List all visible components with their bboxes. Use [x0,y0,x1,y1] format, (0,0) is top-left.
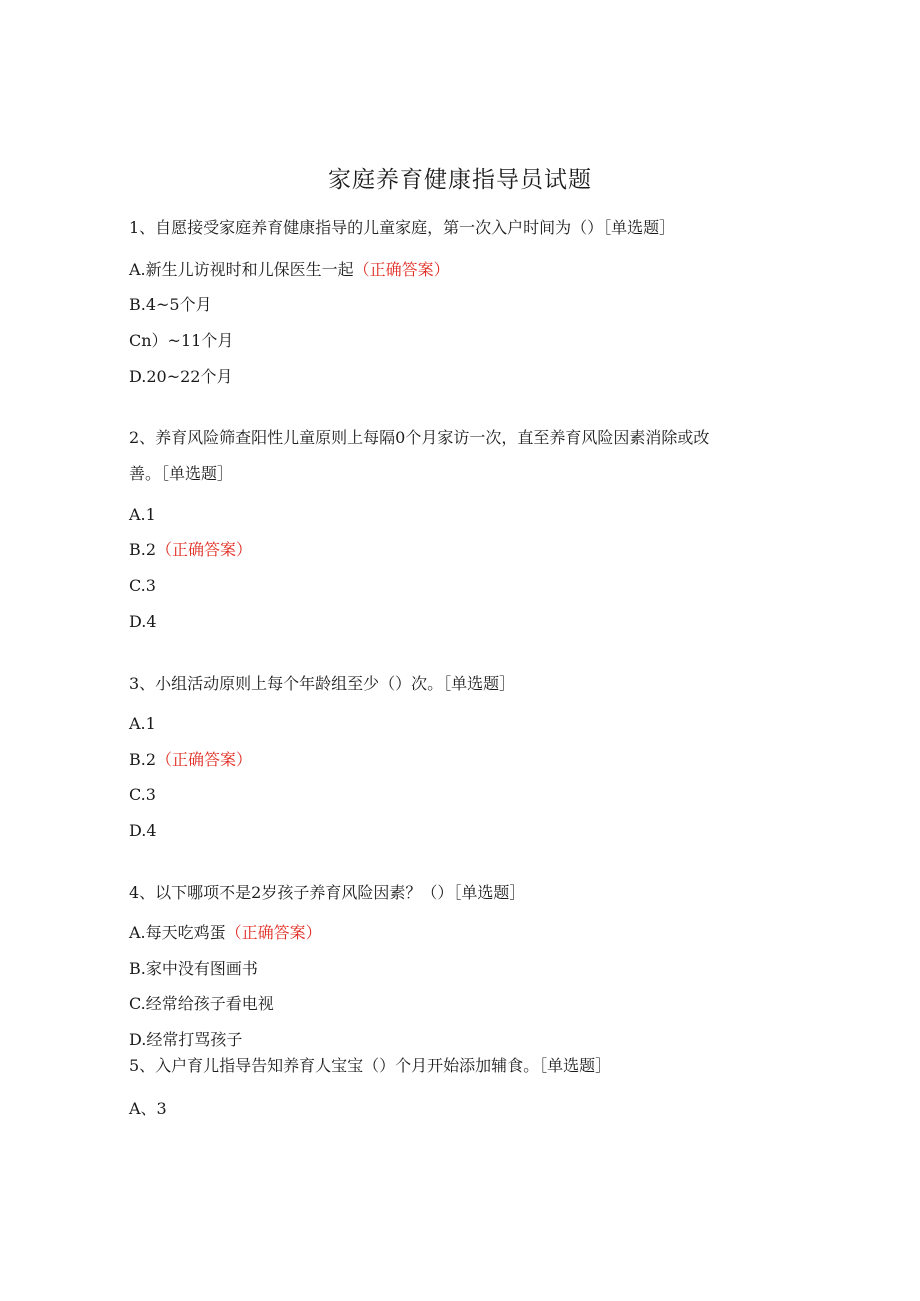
question-4-option-a [129,921,322,945]
question-3-option-d: D.4 [129,821,157,840]
question-1-option-c: Cn）~11个月 [129,331,234,350]
question-1-option-d: D.20~22个月 [129,367,233,386]
question-1-option-a [129,258,450,282]
question-3-text: 3、小组活动原则上每个年龄组至少（）次。［单选题］ [129,674,516,693]
correct-answer-mark: （正确答案） [353,260,450,279]
question-5-text: 5、入户育儿指导告知养育人宝宝（）个月开始添加辅食。［单选题］ [129,1056,612,1075]
question-2-option-c: C.3 [129,576,156,595]
option-text: A.新生儿访视时和儿保医生一起 [129,260,354,279]
question-1-text: 1、自愿接受家庭养育健康指导的儿童家庭，第一次入户时间为（）［单选题］ [129,218,676,237]
document-title: 家庭养育健康指导员试题 [328,167,592,193]
question-4-option-c: C.经常给孩子看电视 [129,994,274,1013]
option-text: B.2 [129,750,157,769]
question-4-option-d: D.经常打骂孩子 [129,1030,243,1049]
question-3-option-a: A.1 [129,714,156,733]
question-2-text-line-1: 2、养育风险筛查阳性儿童原则上每隔0个月家访一次，直至养育风险因素消除或改 [129,428,710,447]
question-3-option-b [129,748,252,772]
option-text: A.每天吃鸡蛋 [129,923,226,942]
correct-answer-mark: （正确答案） [156,540,253,559]
question-4-text: 4、以下哪项不是2岁孩子养育风险因素？（）［单选题］ [129,883,526,902]
correct-answer-mark: （正确答案） [156,750,253,769]
question-3-option-c: C.3 [129,785,156,804]
question-1-option-b: B.4~5个月 [129,295,212,314]
question-2-option-b [129,538,252,562]
correct-answer-mark: （正确答案） [225,923,322,942]
option-text: B.2 [129,540,157,559]
question-4-option-b: B.家中没有图画书 [129,959,258,978]
question-2-option-a: A.1 [129,505,156,524]
question-2-option-d: D.4 [129,612,157,631]
question-2-text-line-2: 善。［单选题］ [129,464,234,483]
question-5-option-a: A、3 [129,1099,167,1118]
